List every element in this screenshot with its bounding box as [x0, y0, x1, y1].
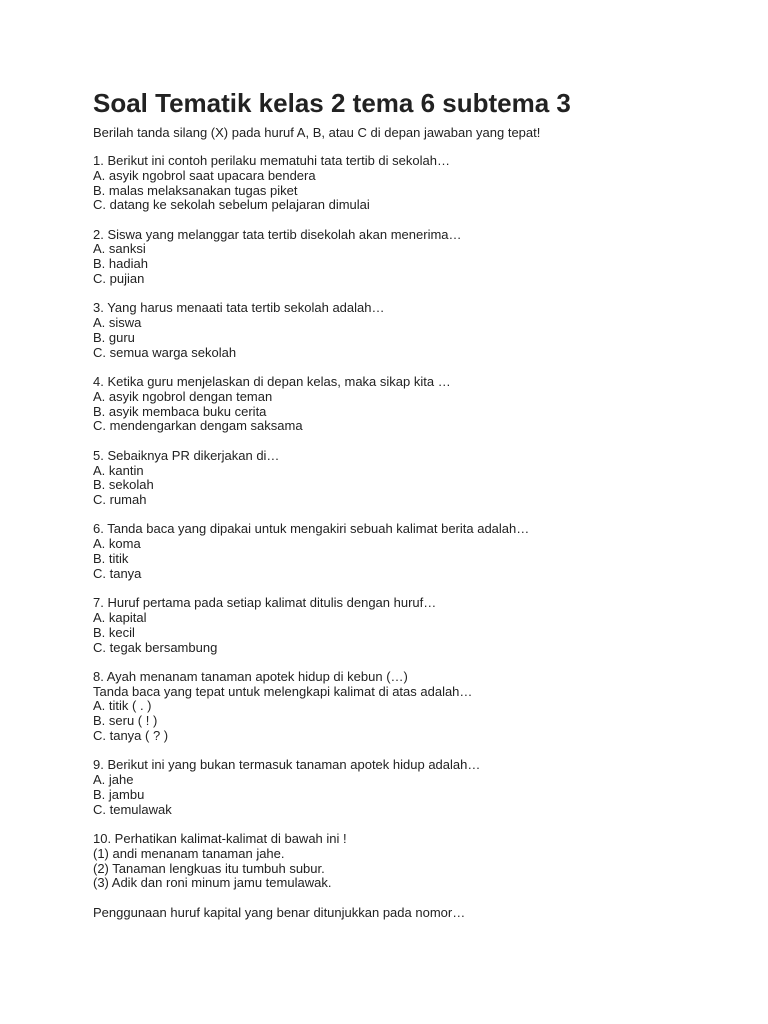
answer-option: B. seru ( ! ) [93, 713, 158, 729]
answer-option: B. malas melaksanakan tugas piket [93, 182, 298, 198]
question-text: Penggunaan huruf kapital yang benar ditunjukkan pada nomor… [93, 904, 466, 920]
question-block [93, 758, 733, 817]
answer-option: B. kecil [93, 624, 135, 640]
answer-option: C. pujian [93, 271, 145, 287]
answer-option: A. kantin [93, 462, 144, 478]
answer-option: B. titik [93, 551, 129, 567]
document-page [93, 86, 733, 935]
question-block [93, 301, 733, 360]
answer-option: A. asyik ngobrol saat upacara bendera [93, 167, 316, 183]
numbered-sentence: (2) Tanaman lengkuas itu tumbuh subur. [93, 860, 325, 876]
question-text: 3. Yang harus menaati tata tertib sekolah adalah… [93, 300, 385, 316]
question-text: 4. Ketika guru menjelaskan di depan kelas, maka sikap kita … [93, 374, 451, 390]
answer-option: C. mendengarkan dengam saksama [93, 418, 303, 434]
question-text: 7. Huruf pertama pada setiap kalimat ditulis dengan huruf… [93, 595, 437, 611]
question-text: 9. Berikut ini yang bukan termasuk tanaman apotek hidup adalah… [93, 757, 481, 773]
answer-option: B. sekolah [93, 477, 154, 493]
answer-option: C. tegak bersambung [93, 639, 218, 655]
answer-option: A. asyik ngobrol dengan teman [93, 388, 273, 404]
instruction-text: Berilah tanda silang (X) pada huruf A, B, atau C di depan jawaban yang tepat! [93, 125, 541, 140]
answer-option: C. temulawak [93, 801, 172, 817]
question-text: 10. Perhatikan kalimat-kalimat di bawah ini ! [93, 830, 347, 846]
question-block [93, 906, 733, 921]
answer-option: C. datang ke sekolah sebelum pelajaran dimulai [93, 197, 370, 213]
question-text: 6. Tanda baca yang dipakai untuk mengakiri sebuah kalimat berita adalah… [93, 521, 530, 537]
question-block [93, 449, 733, 508]
answer-option: B. asyik membaca buku cerita [93, 403, 267, 419]
answer-option: C. rumah [93, 492, 147, 508]
answer-option: A. titik ( . ) [93, 698, 152, 714]
question-block [93, 596, 733, 655]
numbered-sentence: (1) andi menanam tanaman jahe. [93, 845, 285, 861]
page-title: Soal Tematik kelas 2 tema 6 subtema 3 [93, 88, 571, 118]
answer-option: B. jambu [93, 786, 145, 802]
answer-option: B. guru [93, 329, 135, 345]
answer-option: C. semua warga sekolah [93, 344, 237, 360]
question-block [93, 375, 733, 434]
question-block [93, 154, 733, 213]
answer-option: A. siswa [93, 315, 142, 331]
question-text: 1. Berikut ini contoh perilaku mematuhi tata tertib di sekolah… [93, 153, 450, 168]
answer-option: C. tanya [93, 565, 142, 581]
question-block [93, 832, 733, 891]
question-text: 5. Sebaiknya PR dikerjakan di… [93, 447, 280, 463]
numbered-sentence: (3) Adik dan roni minum jamu temulawak. [93, 875, 332, 891]
question-block [93, 670, 733, 744]
question-block [93, 522, 733, 581]
answer-option: A. kapital [93, 609, 147, 625]
answer-option: A. jahe [93, 772, 134, 788]
question-text: Tanda baca yang tepat untuk melengkapi kalimat di atas adalah… [93, 683, 473, 699]
question-text: 8. Ayah menanam tanaman apotek hidup di kebun (…) [93, 668, 408, 684]
answer-option: B. hadiah [93, 256, 148, 272]
answer-option: A. sanksi [93, 241, 146, 257]
question-block [93, 228, 733, 287]
answer-option: A. koma [93, 536, 141, 552]
question-text: 2. Siswa yang melanggar tata tertib disekolah akan menerima… [93, 226, 462, 242]
answer-option: C. tanya ( ? ) [93, 728, 169, 743]
